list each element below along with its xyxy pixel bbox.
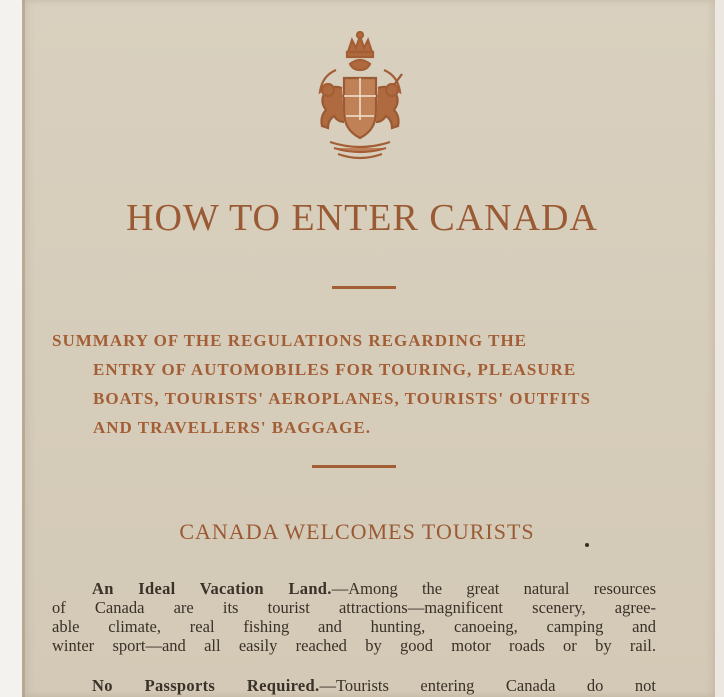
paragraph-line bbox=[52, 676, 656, 695]
section-heading: CANADA WELCOMES TOURISTS bbox=[179, 519, 535, 544]
paragraph-line: of Canada are its tourist attractions—magnificent scenery, agree- bbox=[52, 598, 656, 617]
paragraph-lead: No Passports Required. bbox=[92, 676, 320, 695]
paragraph-lead: An Ideal Vacation Land. bbox=[92, 579, 332, 598]
document-title: HOW TO ENTER CANADA bbox=[126, 197, 598, 239]
paragraph-ideal-vacation bbox=[52, 579, 656, 655]
paragraph-line bbox=[52, 579, 656, 598]
summary-line-1: SUMMARY OF THE REGULATIONS REGARDING THE bbox=[52, 331, 528, 350]
summary-line-2: ENTRY OF AUTOMOBILES FOR TOURING, PLEASURE bbox=[93, 360, 577, 379]
paragraph-text: —Tourists entering Canada do not bbox=[319, 676, 656, 695]
summary-line-4: AND TRAVELLERS' BAGGAGE. bbox=[93, 418, 371, 437]
page-edge bbox=[22, 0, 25, 697]
summary-divider bbox=[312, 465, 396, 468]
paragraph-no-passports bbox=[52, 676, 656, 695]
title-divider bbox=[332, 286, 396, 289]
royal-coat-of-arms-icon bbox=[308, 30, 412, 162]
paragraph-line: winter sport—and all easily reached by good motor roads or by rail. bbox=[52, 636, 656, 655]
paragraph-text: —Among the great natural resources bbox=[331, 579, 656, 598]
paragraph-line: able climate, real fishing and hunting, canoeing, camping and bbox=[52, 617, 656, 636]
paper-speck bbox=[585, 543, 589, 547]
background-margin bbox=[715, 0, 724, 697]
summary-line-3: BOATS, TOURISTS' AEROPLANES, TOURISTS' OUTFITS bbox=[93, 389, 591, 408]
